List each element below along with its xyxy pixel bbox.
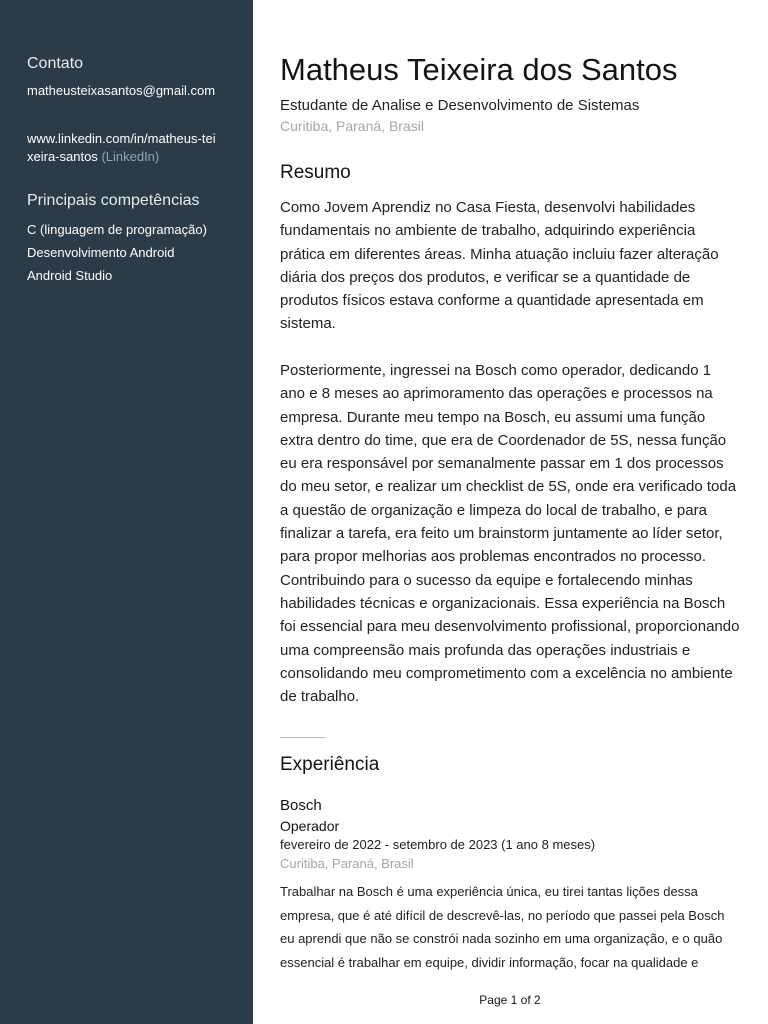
experience-title: Experiência bbox=[280, 754, 380, 775]
skills-list bbox=[27, 218, 207, 287]
skill-item: Android Studio bbox=[27, 268, 113, 283]
job-role: Operador bbox=[280, 818, 340, 834]
linkedin-link[interactable]: www.linkedin.com/in/matheus-teixeira-santos bbox=[27, 131, 216, 164]
skills-heading: Principais competências bbox=[27, 192, 200, 209]
sidebar bbox=[0, 0, 253, 1024]
skill-item: C (linguagem de programação) bbox=[27, 222, 207, 237]
contact-heading: Contato bbox=[27, 55, 84, 72]
summary-paragraph: Como Jovem Aprendiz no Casa Fiesta, desenvolvi habilidades fundamentais no ambiente de trabalho, adquirindo experiência prática em diferentes áreas. Minha atuação incluiu fazer alteração diária dos preços dos produtos, e verificar se a quantidade de produtos físicos estava conforme a quantidade apresentada em sistema. bbox=[280, 199, 719, 333]
job-company: Bosch bbox=[280, 797, 322, 814]
linkedin-label: (LinkedIn) bbox=[101, 149, 160, 164]
profile-location: Curitiba, Paraná, Brasil bbox=[280, 118, 424, 134]
skill-item: Desenvolvimento Android bbox=[27, 245, 175, 260]
job-description: Trabalhar na Bosch é uma experiência única, eu tirei tantas lições dessa empresa, que é até difícil de descrevê-las, no período que passei pela Bosch eu aprendi que não se constrói nada sozinho em uma organização, e o quão essencial é trabalhar em equipe, dividir informação, focar na qualidade e bbox=[280, 884, 725, 970]
profile-name: Matheus Teixeira dos Santos bbox=[280, 52, 678, 87]
page-number: Page 1 of 2 bbox=[479, 993, 541, 1007]
section-divider bbox=[280, 737, 326, 738]
summary-paragraph: Posteriormente, ingressei na Bosch como operador, dedicando 1 ano e 8 meses ao aprimoramento das operações e processos na empresa. Durante meu tempo na Bosch, eu assumi uma função extra dentro do time, que era de Coordenador de 5S, nessa função eu era responsável por semanalmente passar em 1 dos processos do meu setor, e realizar um checklist de 5S, onde era verificado toda a questão de organização e limpeza do local de trabalho, e para finalizar a tarefa, era feito um brainstorm juntamente ao líder setor, para propor melhorias aos problemas encontrados no processo. Contribuindo para o sucesso da equipe e fortalecendo minhas habilidades técnicas e organizacionais. Essa experiência na Bosch foi essencial para meu desenvolvimento profissional, proporcionando uma compreensão mais profunda das operações industriais e consolidando meu comprometimento com a excelência no ambiente de trabalho. bbox=[280, 362, 740, 706]
summary-title: Resumo bbox=[280, 162, 351, 183]
job-dates: fevereiro de 2022 - setembro de 2023 (1 ano 8 meses) bbox=[280, 837, 596, 852]
linkedin-entry bbox=[27, 130, 217, 166]
profile-headline: Estudante de Analise e Desenvolvimento de Sistemas bbox=[280, 97, 640, 114]
email-link[interactable]: matheusteixasantos@gmail.com bbox=[27, 83, 216, 98]
job-location: Curitiba, Paraná, Brasil bbox=[280, 856, 414, 871]
